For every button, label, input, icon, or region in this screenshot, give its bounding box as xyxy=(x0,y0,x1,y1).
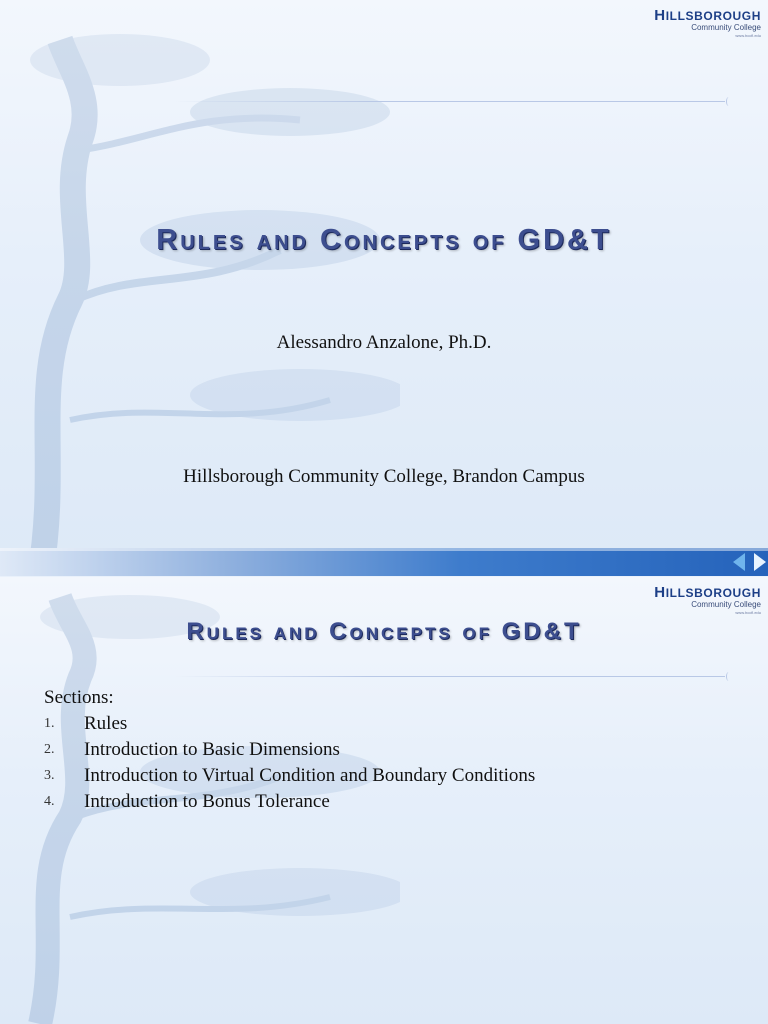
logo-name: ILLSBOROUGH xyxy=(665,586,761,600)
footer-band xyxy=(0,548,768,576)
tree-watermark-icon xyxy=(0,0,400,576)
arrow-left-icon xyxy=(733,553,745,571)
sections-heading: Sections: xyxy=(44,687,114,708)
divider-line xyxy=(175,676,725,677)
institution-name: Hillsborough Community College, Brandon Campus xyxy=(183,466,585,487)
item-text: Introduction to Basic Dimensions xyxy=(84,739,340,760)
college-logo xyxy=(654,584,761,615)
slide-title: Rules and Concepts of GD&T xyxy=(156,224,612,256)
sections-list xyxy=(44,687,535,815)
list-item xyxy=(44,763,535,789)
list-item xyxy=(44,711,535,737)
item-number: 1. xyxy=(44,716,55,731)
logo-first-letter: H xyxy=(654,7,666,24)
logo-subtitle: Community College xyxy=(691,600,761,609)
logo-first-letter: H xyxy=(654,584,666,601)
item-text: Rules xyxy=(84,713,128,734)
item-text: Introduction to Virtual Condition and Boundary Conditions xyxy=(84,765,536,786)
logo-name: ILLSBOROUGH xyxy=(665,9,761,23)
divider-cap xyxy=(726,97,731,106)
logo-subtitle: Community College xyxy=(691,23,761,32)
arrow-right-icon xyxy=(754,553,766,571)
list-item xyxy=(44,789,535,815)
item-number: 2. xyxy=(44,742,55,757)
item-number: 4. xyxy=(44,794,55,809)
logo-website: www.hccfl.edu xyxy=(735,33,761,38)
author-name: Alessandro Anzalone, Ph.D. xyxy=(276,332,492,353)
item-text: Introduction to Bonus Tolerance xyxy=(84,791,330,812)
slide-title: Rules and Concepts of GD&T xyxy=(186,618,582,645)
divider-line xyxy=(175,101,725,102)
footer-band-highlight xyxy=(0,548,768,551)
item-number: 3. xyxy=(44,768,55,783)
college-logo xyxy=(654,7,761,38)
list-item xyxy=(44,737,535,763)
divider-cap xyxy=(726,672,731,681)
sections-slide xyxy=(0,577,768,1024)
logo-website: www.hccfl.edu xyxy=(735,610,761,615)
